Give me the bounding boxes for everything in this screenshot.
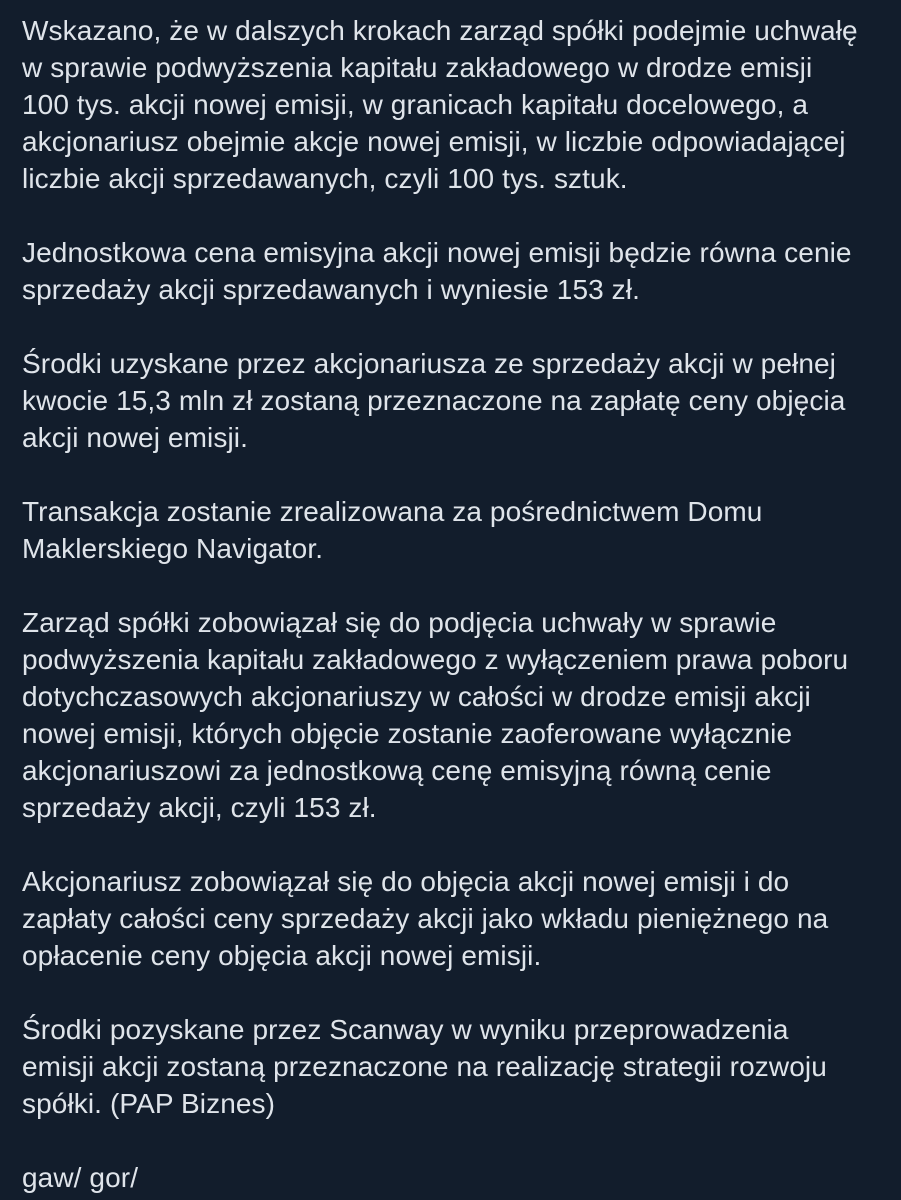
article-paragraph: Wskazano, że w dalszych krokach zarząd spółki podejmie uchwałę w sprawie podwyższenia kapitału zakładowego w drodze emisji 100 tys. akcji nowej emisji, w granicach kapitału docelowego, a akcjonariusz obejmie akcje nowej emisji, w liczbie odpowiadającej liczbie akcji sprzedawanych, czyli 100 tys. sztuk. xyxy=(22,15,858,194)
article-paragraph: Jednostkowa cena emisyjna akcji nowej emisji będzie równa cenie sprzedaży akcji sprzedawanych i wyniesie 153 zł. xyxy=(22,237,852,305)
article-paragraph: Transakcja zostanie zrealizowana za pośrednictwem Domu Maklerskiego Navigator. xyxy=(22,496,763,564)
article-paragraph: Zarząd spółki zobowiązał się do podjęcia uchwały w sprawie podwyższenia kapitału zakładowego z wyłączeniem prawa poboru dotychczasowych akcjonariuszy w całości w drodze emisji akcji nowej emisji, których objęcie zostanie zaoferowane wyłącznie akcjonariuszowi za jednostkową cenę emisyjną równą cenie sprzedaży akcji, czyli 153 zł. xyxy=(22,607,849,823)
article-paragraph: Środki pozyskane przez Scanway w wyniku przeprowadzenia emisji akcji zostaną przeznaczone na realizację strategii rozwoju spółki. (PAP Biznes) xyxy=(22,1014,827,1119)
article-signature: gaw/ gor/ xyxy=(22,1162,139,1193)
article-paragraph: Środki uzyskane przez akcjonariusza ze sprzedaży akcji w pełnej kwocie 15,3 mln zł zostaną przeznaczone na zapłatę ceny objęcia akcji nowej emisji. xyxy=(22,348,846,453)
article-paragraph: Akcjonariusz zobowiązał się do objęcia akcji nowej emisji i do zapłaty całości ceny sprzedaży akcji jako wkładu pieniężnego na opłacenie ceny objęcia akcji nowej emisji. xyxy=(22,866,829,971)
